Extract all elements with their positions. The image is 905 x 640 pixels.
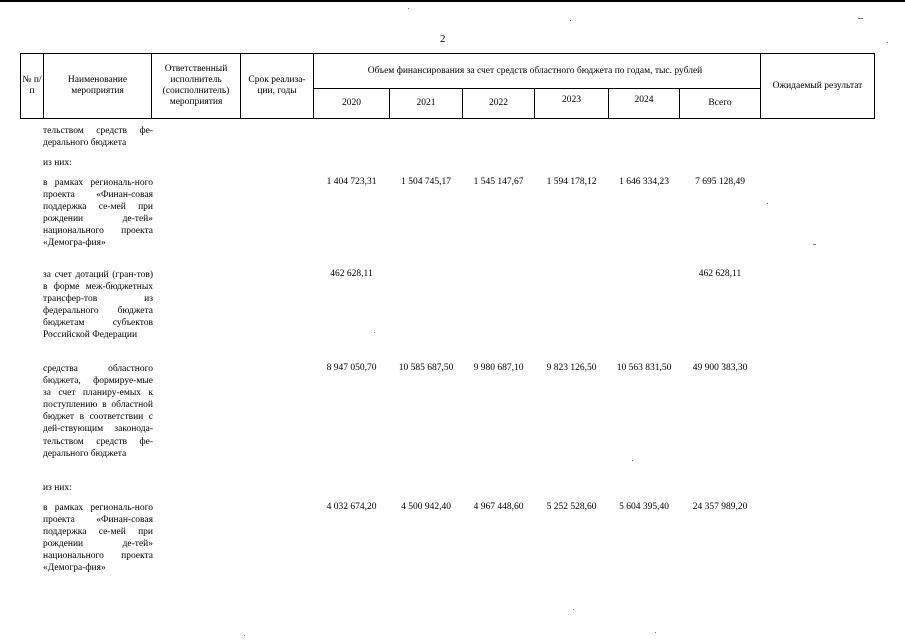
value-2022: 9 980 687,10 [473, 363, 524, 373]
value-2023: 5 252 528,60 [546, 502, 597, 512]
scan-speck [244, 635, 245, 636]
row-description: тельством средств фе-дерального бюджета [43, 126, 153, 149]
header-name: Наименование мероприятия [67, 75, 128, 96]
row-description: средства областного бюджета, формируе-мые за счет планиру-емых к поступлению в областной бюджет в соответствии с дей-ствующим законода-тельством средств фе-дерального бюджета [43, 364, 153, 459]
value-total: 24 357 989,20 [692, 502, 748, 512]
row-subheading: из них: [43, 158, 72, 168]
row-description: за счет дотаций (гран-тов) в форме меж-бюджетных трансфер-тов из федерального бюджета бюджетам субъектов Российской Федерации [43, 270, 153, 341]
value-2020: 1 404 723,31 [326, 177, 377, 187]
header-year-2024: 2024 [634, 95, 654, 105]
top-border-line [0, 0, 905, 2]
value-total: 49 900 383,30 [692, 363, 748, 373]
row-description: в рамках региональ-ного проекта «Финан-совая поддержка се-мей при рождении де-тей» национального проекта «Демогра-фия» [43, 503, 153, 574]
value-2021: 1 504 745,17 [401, 177, 451, 187]
value-2024: 1 646 334,23 [619, 177, 669, 187]
value-2021: 4 500 942,40 [401, 502, 451, 512]
scan-speck [887, 42, 888, 43]
scan-speck [408, 8, 409, 9]
header-year-2020: 2020 [342, 98, 361, 108]
scan-speck [570, 20, 571, 21]
header-responsible: Ответственный исполнитель (соисполнитель) мероприятия [162, 64, 230, 107]
row-description: в рамках региональ-ного проекта «Финан-совая поддержка се-мей при рождении де-тей» национального проекта «Демогра-фия» [43, 178, 153, 249]
header-year-2023: 2023 [562, 95, 581, 105]
row-subheading: из них: [43, 483, 72, 493]
header-year-2022: 2022 [489, 98, 508, 108]
scan-speck [767, 203, 768, 204]
scan-speck [813, 244, 816, 245]
value-2022: 1 545 147,67 [473, 177, 524, 187]
header-term: Срок реализа-ции, годы [248, 75, 306, 96]
value-2023: 1 594 178,12 [546, 177, 597, 187]
scan-speck [374, 332, 375, 333]
header-financing: Объем финансирования за счет средств областного бюджета по годам, тыс. рублей [367, 65, 703, 76]
header-total: Всего [708, 98, 732, 108]
value-total: 462 628,11 [698, 269, 742, 279]
header-expected-result: Ожидаемый результат [772, 80, 863, 91]
header-year-2021: 2021 [416, 98, 436, 108]
value-2020: 462 628,11 [330, 269, 373, 279]
value-total: 7 695 128,49 [695, 177, 745, 187]
value-2021: 10 585 687,50 [398, 363, 454, 373]
scan-speck [858, 18, 863, 19]
value-2020: 4 032 674,20 [326, 502, 377, 512]
value-2020: 8 947 050,70 [326, 363, 377, 373]
value-2024: 10 563 831,50 [616, 363, 672, 373]
header-number: № п/п [22, 75, 42, 96]
scan-speck [632, 460, 633, 461]
value-2024: 5 604 395,40 [619, 502, 669, 512]
scan-speck [573, 609, 574, 610]
scan-speck [655, 632, 656, 633]
value-2023: 9 823 126,50 [546, 363, 597, 373]
value-2022: 4 967 448,60 [473, 502, 524, 512]
page-number: 2 [440, 33, 446, 45]
